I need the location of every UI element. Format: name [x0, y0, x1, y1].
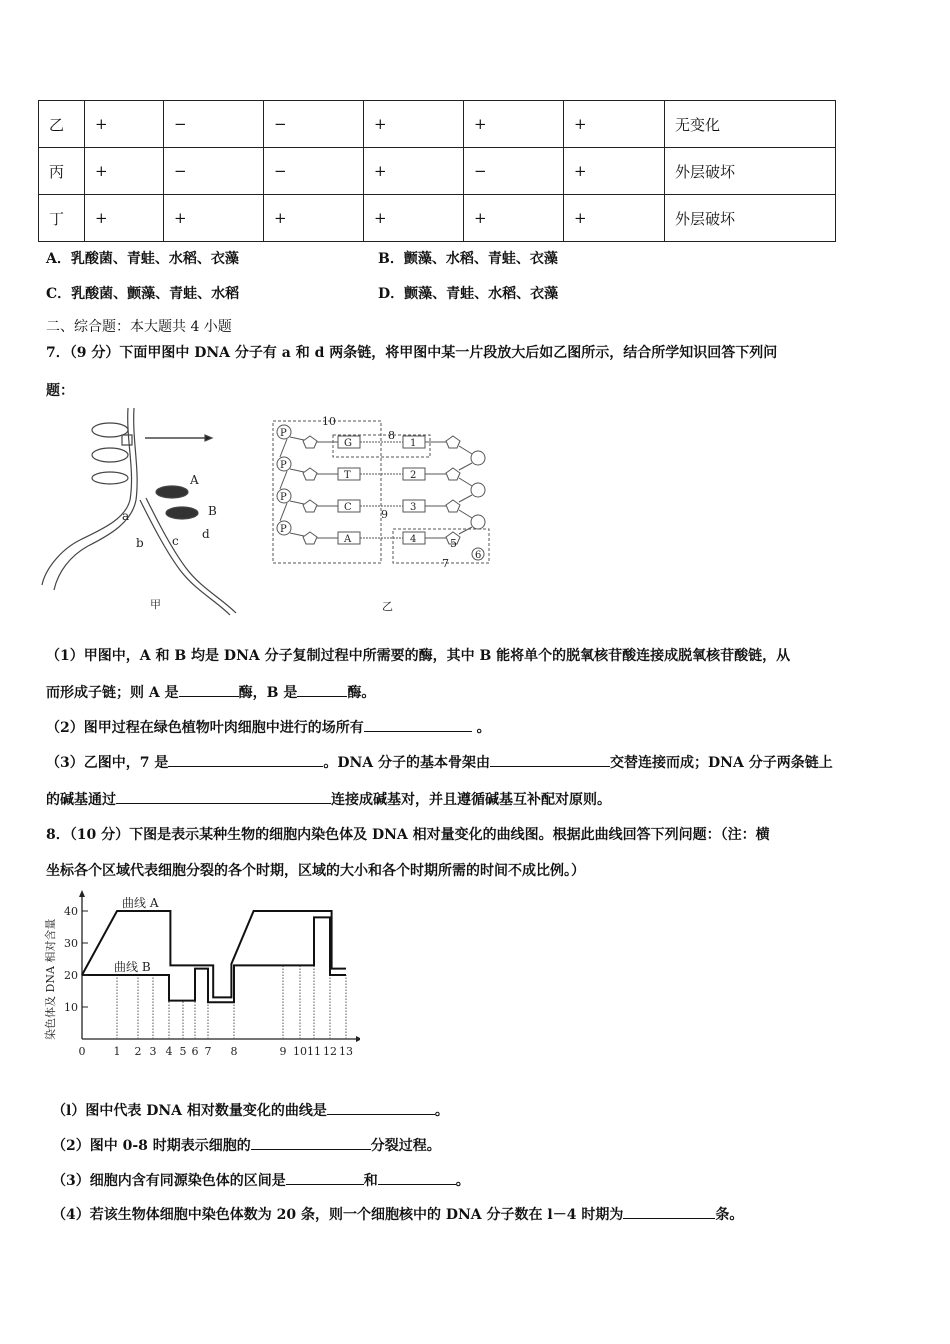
arrow-head-icon	[205, 435, 212, 441]
section-heading: 二、综合题：本大题共 4 小题	[46, 319, 232, 335]
text: （l）图中代表 DNA 相对数量变化的曲线是	[52, 1103, 327, 1119]
answer-blank[interactable]	[179, 682, 239, 697]
table-cell: +	[464, 101, 564, 148]
x-tick-label: 10	[293, 1045, 307, 1058]
answer-blank[interactable]	[168, 752, 323, 767]
text: （2）图甲过程在绿色植物叶肉细胞中进行的场所有	[46, 720, 364, 736]
phosphate-label: P	[280, 492, 287, 503]
bond	[459, 478, 472, 486]
text: 酶，B 是	[238, 685, 298, 701]
table-row	[39, 148, 836, 195]
x-tick-label: 0	[78, 1045, 86, 1058]
x-tick-label: 8	[230, 1045, 238, 1058]
option-d: D．颤藻、青蛙、水稻、衣藻	[378, 286, 559, 302]
table-cell: +	[364, 148, 464, 195]
label-c: c	[172, 534, 179, 548]
base-label: C	[344, 502, 352, 513]
x-tick-label: 1	[113, 1045, 121, 1058]
label-b: b	[136, 536, 144, 550]
table-cell: −	[464, 148, 564, 195]
text: 的碱基通过	[46, 792, 116, 808]
x-tick-label: 11	[307, 1045, 321, 1058]
phosphate	[471, 451, 485, 465]
text: （2）图中 0-8 时期表示细胞的	[52, 1138, 251, 1154]
table-cell: −	[164, 101, 264, 148]
answer-blank[interactable]	[286, 1170, 364, 1185]
x-tick-label: 12	[323, 1045, 337, 1058]
bond	[290, 501, 304, 504]
y-tick-label: 20	[64, 969, 78, 982]
table-cell: +	[564, 148, 665, 195]
text: 。	[471, 720, 491, 736]
q7-2	[46, 717, 491, 737]
text: 连接成碱基对，并且遵循碱基互补配对原则。	[331, 792, 611, 808]
deoxyribose	[446, 468, 460, 480]
text: 。DNA 分子的基本骨架由	[323, 755, 491, 771]
text: 和	[363, 1173, 378, 1189]
caption-yi: 乙	[382, 600, 393, 613]
phosphate	[471, 483, 485, 497]
x-tick-label: 7	[204, 1045, 212, 1058]
y-tick-label: 10	[64, 1001, 78, 1014]
phosphate-label: P	[280, 524, 287, 535]
text: 分裂过程。	[370, 1138, 441, 1154]
table-cell: +	[164, 195, 264, 242]
base-label: 4	[410, 534, 417, 545]
base-label: A	[344, 534, 352, 545]
option-b: B．颤藻、水稻、青蛙、衣藻	[378, 251, 558, 267]
label-10: 10	[322, 415, 336, 428]
table-row	[39, 195, 836, 242]
deoxyribose	[303, 468, 317, 480]
table-cell: −	[164, 148, 264, 195]
table-cell: +	[85, 195, 164, 242]
text: （3）乙图中，7 是	[46, 755, 169, 771]
chromosome-dna-chart	[40, 885, 360, 1065]
table-cell: +	[364, 101, 464, 148]
helix-loop	[92, 448, 128, 462]
phosphate-label: P	[280, 460, 287, 471]
y-arrow-icon	[79, 890, 85, 897]
bond	[459, 510, 472, 518]
figure-jia	[40, 400, 270, 620]
label-d: d	[202, 527, 210, 541]
option-c: C．乳酸菌、颤藻、青蛙、水稻	[46, 286, 240, 302]
table-cell: 乙	[39, 101, 85, 148]
q7-1-cont	[46, 682, 375, 702]
table-cell: +	[564, 195, 665, 242]
x-tick-label: 13	[339, 1045, 353, 1058]
bond	[459, 495, 472, 502]
phosphate	[471, 515, 485, 529]
answer-blank[interactable]	[490, 752, 610, 767]
x-tick-label: 4	[165, 1045, 173, 1058]
table-cell: +	[85, 101, 164, 148]
phosphate-label: P	[280, 428, 287, 439]
x-tick-label: 5	[179, 1045, 187, 1058]
text: （3）细胞内含有同源染色体的区间是	[52, 1173, 286, 1189]
table-cell: 外层破坏	[665, 148, 836, 195]
table-cell: +	[464, 195, 564, 242]
strand-a	[42, 408, 132, 585]
base-label: 1	[410, 438, 417, 449]
y-tick-label: 40	[64, 905, 78, 918]
figure-yi	[270, 405, 500, 620]
label-9: 9	[381, 508, 388, 521]
legend-curve-b: 曲线 B	[114, 960, 151, 974]
text: 交替连接而成；DNA 分子两条链上	[610, 755, 833, 771]
table-cell: +	[264, 195, 364, 242]
label-6: 6	[475, 550, 482, 561]
text: （4）若该生物体细胞中染色体数为 20 条，则一个细胞核中的 DNA 分子数在 l－4 时期为	[52, 1207, 624, 1223]
y-tick-label: 30	[64, 937, 78, 950]
deoxyribose	[303, 532, 317, 544]
x-tick-label: 2	[134, 1045, 142, 1058]
q8-stem: 8．（10 分）下图是表示某种生物的细胞内染色体及 DNA 相对量变化的曲线图。根据此曲线回答下列问题：（注：横	[46, 827, 770, 843]
option-a: A．乳酸菌、青蛙、水稻、衣藻	[46, 251, 239, 267]
table-cell: +	[85, 148, 164, 195]
table-cell: 无变化	[665, 101, 836, 148]
answer-blank[interactable]	[297, 682, 347, 697]
x-arrow-icon	[356, 1036, 360, 1042]
x-tick-label: 6	[191, 1045, 199, 1058]
y-axis-label: 染色体及 DNA 相对含量	[44, 918, 57, 1040]
text: 。	[434, 1103, 449, 1119]
answer-blank[interactable]	[378, 1170, 456, 1185]
bond	[280, 503, 287, 521]
table-cell: +	[564, 101, 665, 148]
bond	[290, 533, 304, 536]
answer-blank[interactable]	[327, 1100, 435, 1115]
bond	[459, 463, 472, 470]
enzyme-a	[156, 486, 188, 498]
x-tick-label: 3	[149, 1045, 157, 1058]
x-tick-label: 9	[279, 1045, 287, 1058]
label-B: B	[208, 504, 217, 518]
caption-jia: 甲	[150, 598, 161, 611]
answer-blank[interactable]	[623, 1204, 715, 1219]
enlarged-segment	[122, 435, 132, 445]
q8-stem-cont: 坐标各个区域代表细胞分裂的各个时期，区域的大小和各个时期所需的时间不成比例。）	[46, 863, 585, 879]
base-label: 2	[410, 470, 417, 481]
q7-1-text: （1）甲图中，A 和 B 均是 DNA 分子复制过程中所需要的酶，其中 B 能将单个的脱氧核苷酸连接成脱氧核苷酸链，从	[46, 648, 791, 664]
q8-2	[52, 1135, 441, 1155]
q7-3	[46, 752, 833, 772]
q7-stem: 7．（9 分）下面甲图中 DNA 分子有 a 和 d 两条链，将甲图中某一片段放大后如乙图所示，结合所学知识回答下列问	[46, 345, 778, 361]
text: 酶。	[347, 685, 376, 701]
q8-1	[52, 1100, 449, 1120]
text: 。	[455, 1173, 470, 1189]
deoxyribose	[303, 500, 317, 512]
label-A: A	[190, 473, 199, 487]
answer-blank[interactable]	[251, 1135, 371, 1150]
q7-stem-cont: 题：	[46, 383, 74, 399]
table-cell: 外层破坏	[665, 195, 836, 242]
answer-blank[interactable]	[364, 717, 472, 732]
table-cell: 丁	[39, 195, 85, 242]
table-cell: −	[264, 101, 364, 148]
text: 条。	[715, 1207, 744, 1223]
answer-blank[interactable]	[116, 789, 331, 804]
bond	[290, 469, 304, 472]
deoxyribose	[303, 436, 317, 448]
table-cell: −	[264, 148, 364, 195]
enzyme-b	[166, 507, 198, 519]
deoxyribose	[446, 436, 460, 448]
table-row	[39, 101, 836, 148]
table-cell: 丙	[39, 148, 85, 195]
text: 而形成子链；则 A 是	[46, 685, 179, 701]
bond	[459, 527, 472, 534]
base-label: G	[344, 438, 352, 449]
bond	[459, 446, 472, 454]
bond	[280, 439, 287, 457]
helix-loop	[92, 472, 128, 484]
curve-a-line	[82, 911, 346, 997]
q7-3-cont	[46, 789, 611, 809]
experiment-table	[38, 100, 836, 242]
bond	[280, 471, 287, 489]
q8-4	[52, 1204, 743, 1224]
base-label: T	[344, 470, 351, 481]
base-label: 3	[410, 502, 417, 513]
label-a: a	[122, 509, 130, 523]
deoxyribose	[446, 500, 460, 512]
table-cell: +	[364, 195, 464, 242]
label-7: 7	[442, 557, 449, 570]
label-8: 8	[388, 429, 395, 442]
legend-curve-a: 曲线 A	[122, 896, 159, 910]
bond	[290, 437, 304, 440]
q8-3	[52, 1170, 470, 1190]
label-5: 5	[450, 537, 457, 550]
